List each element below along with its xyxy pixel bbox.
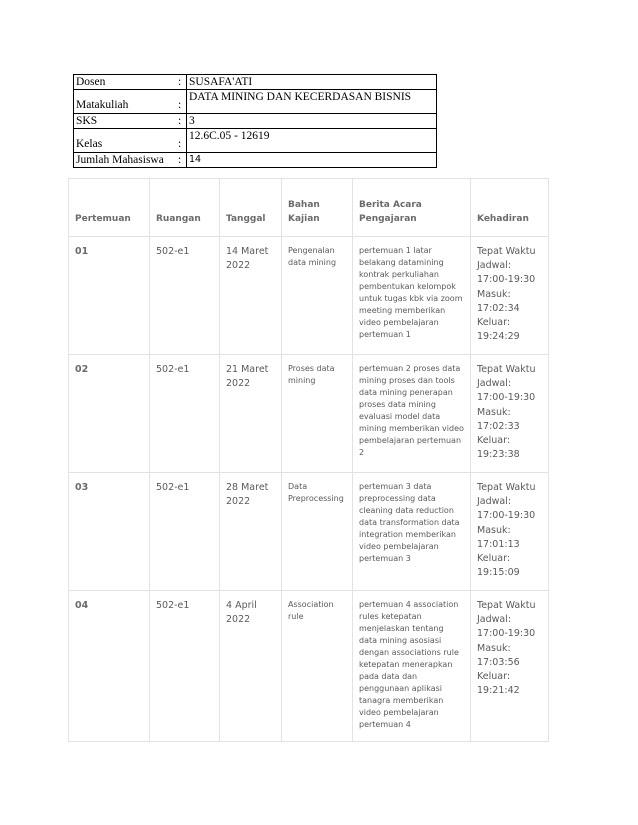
- kehadiran-masuk: 17:02:33: [477, 420, 520, 432]
- kehadiran-jadwal: 17:00-19:30: [477, 274, 536, 286]
- cell-kehadiran: [471, 355, 549, 473]
- info-label: Matakuliah: [74, 90, 175, 114]
- cell-tanggal: 21 Maret 2022: [220, 355, 282, 473]
- info-value-jumlah-mahasiswa: 14: [187, 153, 437, 168]
- header-tanggal: Tanggal: [220, 179, 282, 237]
- kehadiran-jadwal-label: Jadwal:: [477, 378, 512, 390]
- kehadiran-masuk: 17:01:13: [477, 538, 520, 550]
- cell-pertemuan: 03: [69, 473, 150, 591]
- kehadiran-keluar: 19:24:29: [477, 331, 520, 343]
- kehadiran-jadwal-label: Jadwal:: [477, 496, 512, 508]
- kehadiran-jadwal: 17:00-19:30: [477, 510, 536, 522]
- header-ruangan: Ruangan: [150, 179, 220, 237]
- cell-ruangan: 502-e1: [150, 591, 220, 742]
- kehadiran-jadwal-label: Jadwal:: [477, 260, 512, 272]
- cell-tanggal: 14 Maret 2022: [220, 237, 282, 355]
- cell-tanggal: 28 Maret 2022: [220, 473, 282, 591]
- kehadiran-keluar: 19:23:38: [477, 449, 520, 461]
- info-label: SKS: [74, 114, 175, 129]
- attendance-table: [68, 178, 549, 742]
- table-row: [69, 237, 549, 355]
- kehadiran-jadwal: 17:00-19:30: [477, 392, 536, 404]
- kehadiran-masuk-label: Masuk:: [477, 524, 511, 536]
- info-label: Jumlah Mahasiswa: [74, 153, 175, 168]
- table-row: [69, 473, 549, 591]
- kehadiran-masuk-label: Masuk:: [477, 406, 511, 418]
- info-separator: :: [174, 90, 187, 114]
- cell-ruangan: 502-e1: [150, 473, 220, 591]
- kehadiran-keluar: 19:21:42: [477, 685, 520, 697]
- info-label: Kelas: [74, 129, 175, 153]
- cell-berita-acara: pertemuan 3 data preprocessing data cleaning data reduction data transformation data integration memberikan video pembelajaran pertemuan 3: [353, 473, 471, 591]
- cell-bahan-kajian: Pengenalan data mining: [282, 237, 353, 355]
- info-row-jumlah-mahasiswa: [74, 153, 437, 168]
- cell-bahan-kajian: Proses data mining: [282, 355, 353, 473]
- kehadiran-status: Tepat Waktu: [477, 246, 536, 257]
- info-row-kelas: [74, 129, 437, 153]
- info-separator: :: [174, 129, 187, 153]
- table-header-row: [69, 179, 549, 237]
- info-value-dosen: SUSAFA'ATI: [187, 75, 437, 90]
- course-info-table: [73, 74, 437, 168]
- cell-kehadiran: [471, 473, 549, 591]
- header-kehadiran: Kehadiran: [471, 179, 549, 237]
- kehadiran-keluar-label: Keluar:: [477, 671, 511, 683]
- cell-ruangan: 502-e1: [150, 237, 220, 355]
- info-row-matakuliah: [74, 90, 437, 114]
- info-value-matakuliah: DATA MINING DAN KECERDASAN BISNIS: [187, 90, 437, 114]
- kehadiran-jadwal-label: Jadwal:: [477, 614, 512, 626]
- header-bahan-kajian: Bahan Kajian: [282, 179, 353, 237]
- kehadiran-status: Tepat Waktu: [477, 482, 536, 493]
- info-label: Dosen: [74, 75, 175, 90]
- kehadiran-keluar-label: Keluar:: [477, 317, 511, 329]
- cell-bahan-kajian: Association rule: [282, 591, 353, 742]
- cell-pertemuan: 02: [69, 355, 150, 473]
- kehadiran-masuk-label: Masuk:: [477, 642, 511, 654]
- cell-pertemuan: 04: [69, 591, 150, 742]
- info-row-dosen: [74, 75, 437, 90]
- info-row-sks: [74, 114, 437, 129]
- kehadiran-keluar-label: Keluar:: [477, 435, 511, 447]
- kehadiran-masuk: 17:02:34: [477, 302, 520, 314]
- cell-pertemuan: 01: [69, 237, 150, 355]
- info-separator: :: [174, 114, 187, 129]
- info-value-kelas: 12.6C.05 - 12619: [187, 129, 437, 153]
- kehadiran-keluar-label: Keluar:: [477, 553, 511, 565]
- kehadiran-jadwal: 17:00-19:30: [477, 628, 536, 640]
- info-value-sks: 3: [187, 114, 437, 129]
- table-row: [69, 355, 549, 473]
- cell-bahan-kajian: Data Preprocessing: [282, 473, 353, 591]
- kehadiran-status: Tepat Waktu: [477, 600, 536, 611]
- cell-berita-acara: pertemuan 2 proses data mining proses dan tools data mining penerapan proses data mining evaluasi model data mining memberikan video pembelajaran pertemuan 2: [353, 355, 471, 473]
- header-berita-acara: Berita Acara Pengajaran: [353, 179, 471, 237]
- cell-berita-acara: pertemuan 1 latar belakang datamining kontrak perkuliahan pembentukan kelompok untuk tugas kbk via zoom meeting memberikan video pembelajaran pertemuan 1: [353, 237, 471, 355]
- header-pertemuan: Pertemuan: [69, 179, 150, 237]
- cell-kehadiran: [471, 237, 549, 355]
- cell-ruangan: 502-e1: [150, 355, 220, 473]
- kehadiran-keluar: 19:15:09: [477, 567, 520, 579]
- kehadiran-masuk: 17:03:56: [477, 656, 520, 668]
- cell-kehadiran: [471, 591, 549, 742]
- cell-tanggal: 4 April 2022: [220, 591, 282, 742]
- kehadiran-status: Tepat Waktu: [477, 364, 536, 375]
- info-separator: :: [174, 153, 187, 168]
- kehadiran-masuk-label: Masuk:: [477, 288, 511, 300]
- info-separator: :: [174, 75, 187, 90]
- table-row: [69, 591, 549, 742]
- cell-berita-acara: pertemuan 4 association rules ketepatan menjelaskan tentang data mining asosiasi dengan associations rule ketepatan menerapkan pada data dan penggunaan aplikasi tanagra memberikan video pembelajaran pertemuan 4: [353, 591, 471, 742]
